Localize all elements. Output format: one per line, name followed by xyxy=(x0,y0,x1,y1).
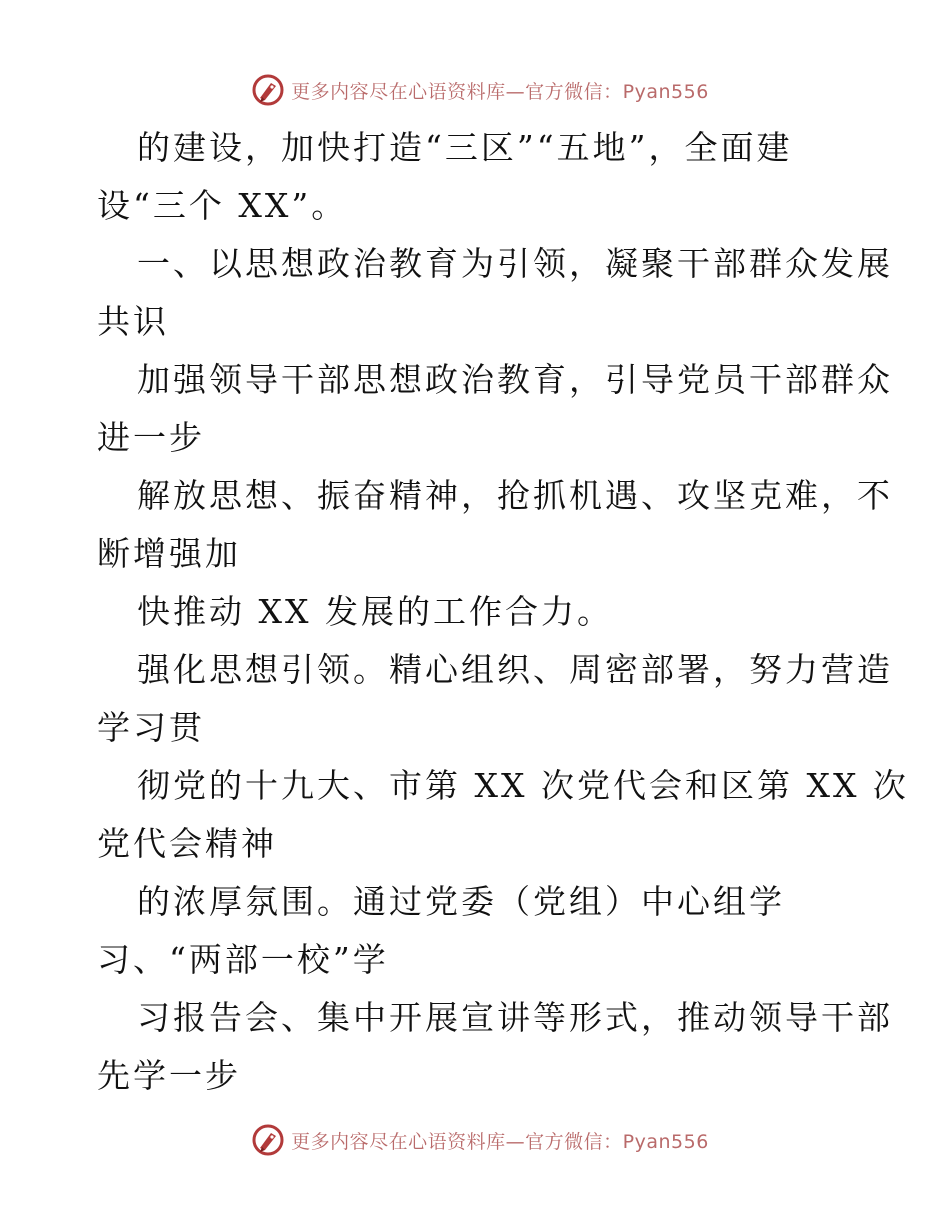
text-line: 习、“两部一校”学 xyxy=(97,940,389,979)
text-line: 加强领导干部思想政治教育，引导党员干部群众 xyxy=(137,360,893,399)
banner-text: 更多内容尽在心语资料库—官方微信：Pyan556 xyxy=(291,1130,709,1153)
text-line: 习报告会、集中开展宣讲等形式，推动领导干部 xyxy=(137,998,893,1037)
text-line: 党代会精神 xyxy=(97,824,277,863)
text-line: 解放思想、振奋精神，抢抓机遇、攻坚克难，不 xyxy=(137,476,893,515)
text-line: 设“三个 XX”。 xyxy=(97,186,348,225)
text-line: 的建设，加快打造“三区”“五地”，全面建 xyxy=(137,128,793,167)
text-line: 学习贯 xyxy=(97,708,205,747)
text-line: 一、以思想政治教育为引领，凝聚干部群众发展 xyxy=(137,244,893,283)
text-line: 的浓厚氛围。通过党委（党组）中心组学 xyxy=(137,882,785,921)
text-line: 快推动 XX 发展的工作合力。 xyxy=(137,592,613,631)
text-line: 共识 xyxy=(97,302,169,341)
pen-nib-logo-icon xyxy=(251,73,285,107)
footer-banner xyxy=(0,1120,950,1160)
text-line: 强化思想引领。精心组织、周密部署，努力营造 xyxy=(137,650,893,689)
text-line: 进一步 xyxy=(97,418,205,457)
pen-nib-logo-icon xyxy=(251,1123,285,1157)
text-line: 断增强加 xyxy=(97,534,241,573)
text-line: 彻党的十九大、市第 XX 次党代会和区第 XX 次 xyxy=(137,766,909,805)
text-line: 先学一步 xyxy=(97,1056,241,1095)
banner-text: 更多内容尽在心语资料库—官方微信：Pyan556 xyxy=(291,80,709,103)
header-banner xyxy=(0,70,950,110)
